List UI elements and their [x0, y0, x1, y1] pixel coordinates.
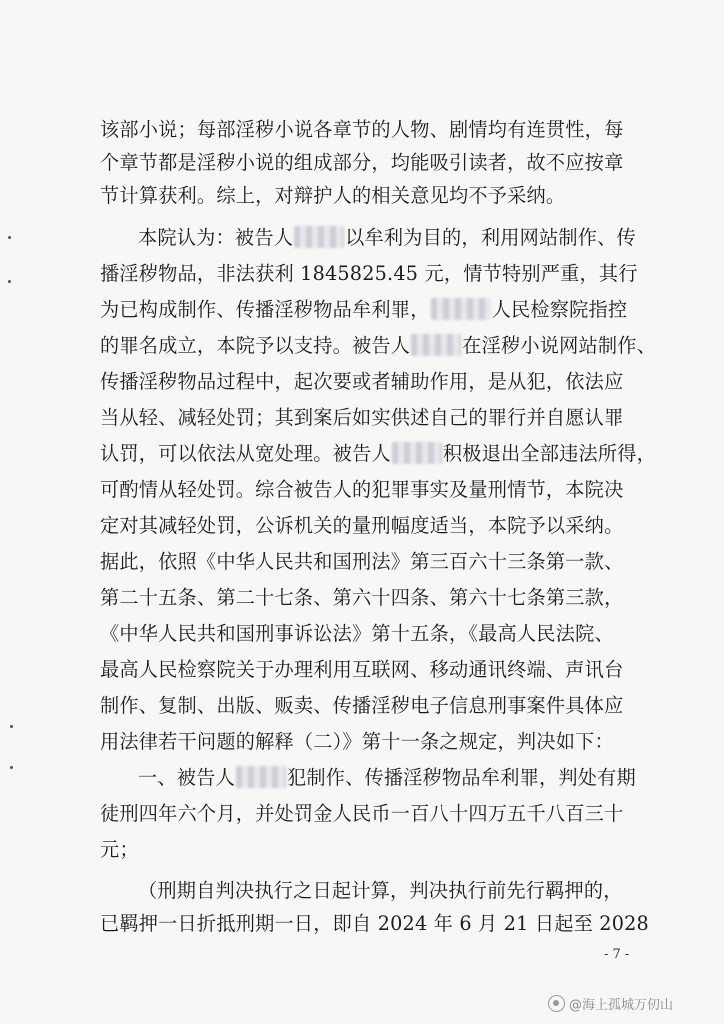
redacted-name [411, 334, 461, 356]
text-segment: 人民检察院指控 [491, 298, 628, 321]
text-line: 最高人民检察院关于办理利用互联网、移动通讯终端、声讯台 [100, 658, 624, 681]
redacted-name [392, 442, 442, 464]
text-line: 用法律若干问题的解释（二）》第十一条之规定，判决如下： [100, 730, 614, 753]
text-segment: 积极退出全部违法所得， [442, 442, 657, 465]
text-segment: 犯制作、传播淫秽物品牟利罪，判处有期 [286, 766, 636, 789]
watermark [548, 994, 673, 1013]
scan-speck [10, 725, 13, 728]
redacted-name [431, 298, 491, 320]
text-line: 元； [100, 838, 139, 861]
text-line: 据此，依照《中华人民共和国刑法》第三百六十三条第一款、 [100, 550, 624, 573]
text-line: （刑期自判决执行之日起计算，判决执行前先行羁押的， [138, 879, 623, 902]
text-segment: 在淫秽小说网站制作、 [462, 334, 657, 357]
text-line: 定对其减轻处罚，公诉机关的量刑幅度适当，本院予以采纳。 [100, 514, 624, 537]
text-line: 播淫秽物品，非法获利 1845825.45 元，情节特别严重，其行 [100, 262, 638, 285]
text-segment: 以牟利为目的，利用网站制作、传 [345, 226, 636, 249]
redacted-name [294, 226, 344, 248]
text-line: 第二十五条、第二十七条、第六十四条、第六十七条第三款， [100, 586, 624, 609]
watermark-text: @海上孤城万仞山 [569, 998, 674, 1013]
text-line: 可酌情从轻处罚。综合被告人的犯罪事实及量刑情节，本院决 [100, 478, 624, 501]
page-number: - 7 - [604, 947, 630, 962]
text-line [138, 226, 640, 250]
text-line: 个章节都是淫秽小说的组成部分，均能吸引读者，故不应按章 [100, 151, 624, 174]
redacted-name [236, 766, 286, 788]
text-line: 节计算获利。综上，对辩护人的相关意见均不予采纳。 [100, 184, 566, 207]
scan-speck [8, 236, 11, 239]
text-segment: 的罪名成立，本院予以支持。被告人 [100, 334, 411, 357]
scan-speck [10, 766, 13, 769]
text-line [100, 334, 657, 358]
text-line: 已羁押一日折抵刑期一日，即自 2024 年 6 月 21 日起至 2028 [100, 912, 649, 935]
text-segment: 认罚，可以依法从宽处理。被告人 [100, 442, 391, 465]
text-segment: 为已构成制作、传播淫秽物品牟利罪， [100, 298, 430, 321]
text-line: 制作、复制、出版、贩卖、传播淫秽电子信息刑事案件具体应 [100, 694, 624, 717]
text-line: 该部小说；每部淫秽小说各章节的人物、剧情均有连贯性，每 [100, 118, 624, 141]
scan-speck [8, 280, 11, 283]
text-line: 传播淫秽物品过程中，起次要或者辅助作用，是从犯，依法应 [100, 370, 624, 393]
text-segment: 一、被告人 [138, 766, 235, 789]
text-line: 徒刑四年六个月，并处罚金人民币一百八十四万五千八百三十 [100, 802, 624, 825]
text-line [138, 766, 640, 790]
text-line [100, 442, 657, 466]
text-segment: 本院认为：被告人 [138, 226, 294, 249]
weibo-icon [548, 995, 565, 1012]
text-line: 《中华人民共和国刑事诉讼法》第十五条，《最高人民法院、 [100, 622, 614, 645]
text-line [100, 298, 640, 322]
text-line: 当从轻、减轻处罚；其到案后如实供述自己的罪行并自愿认罪 [100, 406, 624, 429]
